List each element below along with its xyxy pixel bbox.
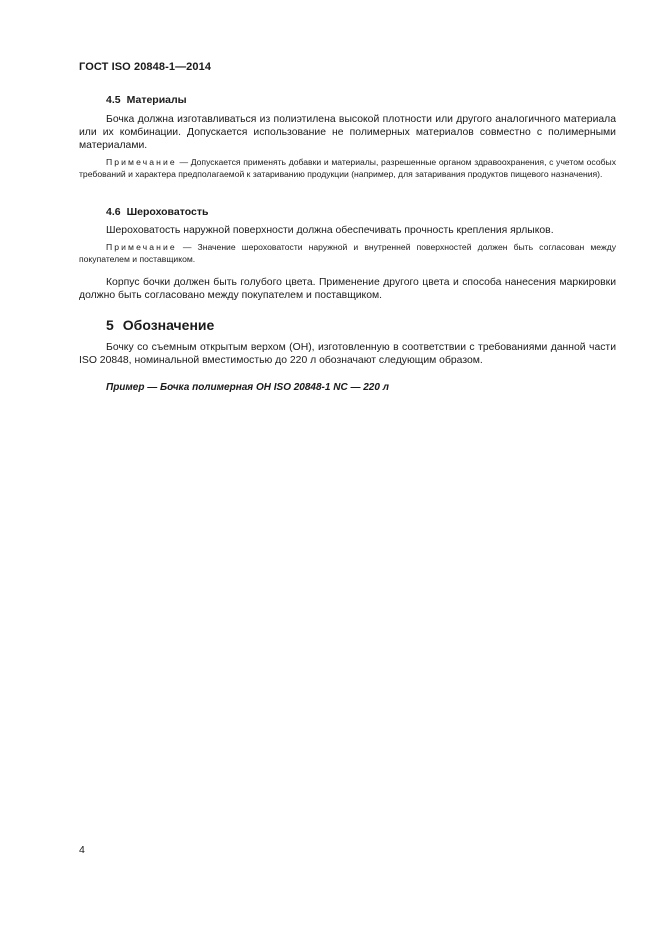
section-4-5-heading (79, 94, 616, 106)
note-text: — Значение шероховатости наружной и внутренней поверхностей должен быть согласован между покупателем и поставщиком. (79, 242, 616, 264)
section-4-6-note (79, 241, 616, 265)
section-4-6-paragraph-2: Корпус бочки должен быть голубого цвета. Применение другого цвета и способа нанесения маркировки должно быть согласовано между покупателем и поставщиком. (79, 277, 616, 302)
example-text: Пример — Бочка полимерная ОН ISO 20848-1 NC — 220 л (106, 382, 389, 393)
section-4-6-paragraph: Шероховатость наружной поверхности должна обеспечивать прочность крепления ярлыков. (106, 225, 554, 236)
section-5-paragraph: Бочку со съемным открытым верхом (ОН), изготовленную в соответствии с требованиями данной части ISO 20848, номинальной вместимостью до 220 л обозначают следующим образом. (79, 342, 616, 367)
section-4-6-heading (79, 206, 616, 218)
section-number: 4.5 (106, 94, 121, 106)
document-header: ГОСТ ISO 20848-1—2014 (79, 61, 212, 73)
section-5-heading (79, 317, 616, 333)
section-4-5-paragraph: Бочка должна изготавливаться из полиэтилена высокой плотности или другого аналогичного материала или их комбинации. Допускается использование не полимерных материалов совместно с полимерными материалами. (79, 114, 616, 152)
section-title: Обозначение (122, 317, 215, 333)
section-4-5-note (79, 156, 616, 180)
section-number: 4.6 (106, 206, 121, 218)
note-label: Примечание (106, 242, 177, 252)
note-label: Примечание (106, 157, 177, 167)
section-title: Шероховатость (126, 206, 209, 218)
section-number: 5 (106, 317, 114, 333)
note-text: — Допускается применять добавки и материалы, разрешенные органом здравоохранения, с учетом особых требований и характера предполагаемой к затариванию продукции (например, для затаривания продуктов пищевого назначения). (79, 157, 616, 179)
example-line (79, 377, 616, 395)
page-number: 4 (79, 844, 85, 856)
section-title: Материалы (126, 94, 187, 106)
